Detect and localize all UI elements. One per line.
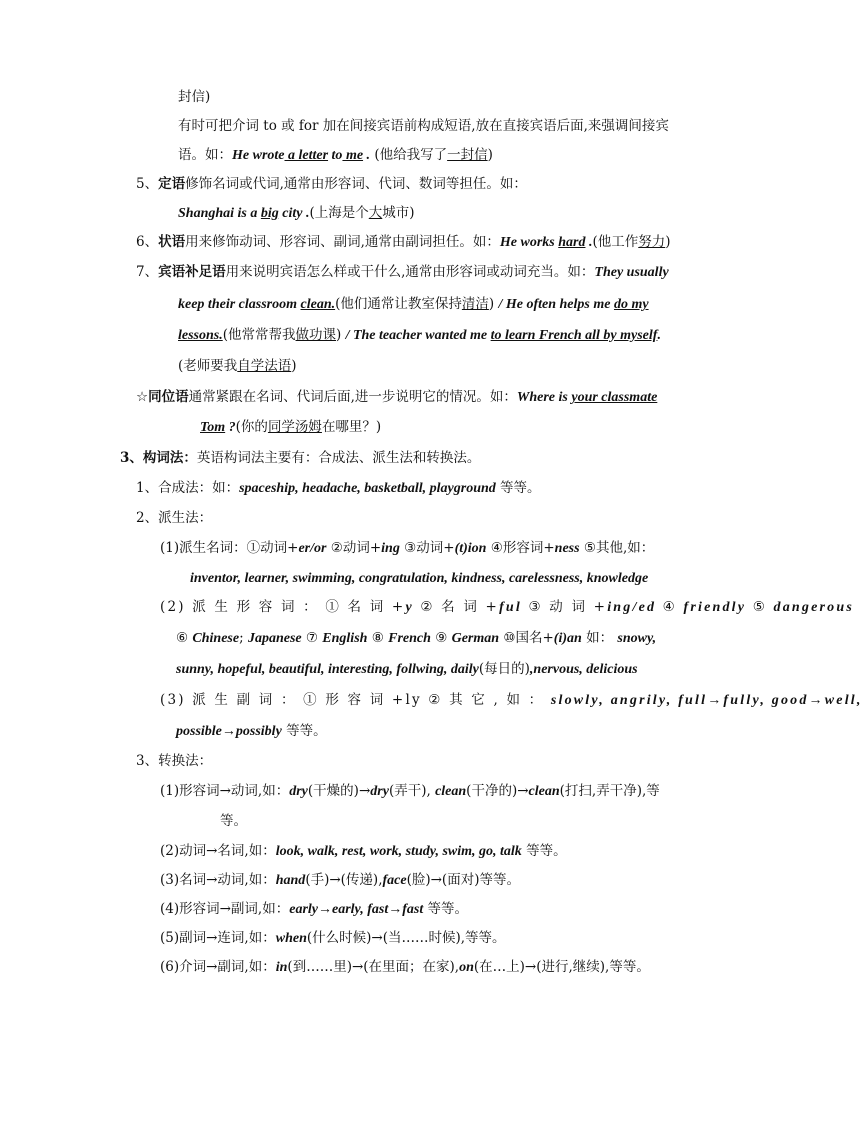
text-run: ④: [656, 599, 684, 615]
text-run: to learn French all by myself: [490, 328, 658, 343]
text-run: Where is: [516, 390, 572, 405]
text-line: [160, 957, 650, 978]
text-run: ④形容词+: [486, 540, 555, 556]
text-run: .: [657, 328, 661, 343]
text-line: [178, 203, 415, 224]
text-line: [220, 811, 247, 831]
text-run: early→early, fast→fast: [289, 902, 424, 917]
text-run: / The teacher wanted me: [345, 328, 491, 343]
text-run: 3、转换法：: [136, 753, 213, 769]
text-run: (手)→(传递),: [305, 872, 383, 888]
text-line: [160, 841, 567, 862]
text-run: (在…上)→(进行,继续),等等。: [473, 959, 650, 975]
text-run: 大: [368, 205, 383, 221]
text-run: 做功课: [295, 327, 337, 343]
text-run: me: [342, 148, 364, 163]
text-line: [160, 538, 654, 559]
text-run: (t)ion: [454, 541, 487, 556]
text-run: ⑦: [301, 630, 323, 646]
text-line: [190, 568, 648, 589]
text-run: French: [388, 631, 431, 646]
text-run: 用来说明宾语怎么样或干什么,通常由形容词或动词充当。如：: [225, 264, 595, 280]
text-line: [176, 721, 327, 742]
text-run: 英语构词法主要有：合成法、派生法和转换法。: [196, 450, 481, 466]
text-run: big: [260, 206, 279, 221]
text-run: keep their classroom: [178, 297, 301, 312]
text-line: [136, 387, 657, 408]
text-run: German: [451, 631, 500, 646]
text-run: 等。: [220, 813, 247, 829]
text-run: y: [405, 600, 414, 615]
text-run: (干燥的)→: [307, 783, 371, 799]
text-run: (干净的)→: [466, 783, 529, 799]
text-line: [160, 899, 468, 920]
text-run: look, walk, rest, work, study, swim, go, talk: [275, 844, 522, 859]
text-run: ②动词+: [326, 540, 382, 556]
text-run: (3)名词→动词,如：: [160, 872, 276, 888]
text-run: ): [488, 296, 499, 312]
text-line: [160, 928, 506, 949]
text-run: (3) 派 生 副 词 ： ① 形 容 词 +ly ② 其 它 , 如 ：: [160, 692, 551, 708]
text-run: dangerous: [773, 600, 854, 615]
text-run: He wrote: [232, 148, 285, 163]
text-run: 有时可把介词 to 或 for 加在间接宾语前构成短语,放在直接宾语后面,来强调间接宾: [178, 118, 669, 134]
text-line: [160, 870, 520, 891]
text-line: [136, 478, 541, 499]
text-run: 等等。: [495, 480, 541, 496]
text-run: ?: [225, 420, 236, 435]
text-run: ⑤: [746, 599, 774, 615]
text-run: 状语: [158, 234, 186, 250]
text-run: possible→possibly: [176, 724, 282, 739]
text-run: ): [665, 234, 671, 250]
text-run: .: [585, 235, 593, 250]
text-run: 清洁: [461, 296, 489, 312]
text-run: 6、: [136, 234, 159, 250]
text-run: friendly: [683, 600, 747, 615]
text-run: (他常常帮我: [222, 327, 296, 343]
text-run: hard: [558, 235, 586, 250]
text-run: dry: [370, 784, 389, 799]
text-run: (i)an: [553, 631, 582, 646]
text-run: (你的: [235, 419, 268, 435]
text-run: (每日的): [478, 661, 530, 677]
text-line: [160, 597, 854, 618]
text-run: (老师要我: [178, 358, 238, 374]
text-run: lessons.: [178, 328, 223, 343]
text-run: ness: [554, 541, 580, 556]
text-line: [178, 294, 649, 315]
text-run: ing/ed: [607, 600, 657, 615]
text-run: 5、: [136, 176, 159, 192]
text-run: (到……里)→(在里面；在家),: [287, 959, 460, 975]
text-line: [136, 751, 212, 771]
text-run: ): [291, 358, 297, 374]
text-run: 自学法语: [237, 358, 292, 374]
text-run: hand: [275, 873, 306, 888]
text-run: 3、构词法：: [120, 450, 197, 466]
text-run: spaceship, headache, basketball, playground: [239, 481, 496, 496]
text-run: (脸)→(面对)等等。: [406, 872, 520, 888]
text-run: a letter: [284, 148, 329, 163]
text-run: He works: [499, 235, 559, 250]
text-run: 7、: [136, 264, 159, 280]
text-run: Tom: [200, 420, 226, 435]
text-run: ☆: [136, 389, 149, 405]
text-run: 用来修饰动词、形容词、副词,通常由副词担任。如：: [185, 234, 500, 250]
text-run: 城市): [382, 205, 415, 221]
text-run: 在哪里？): [321, 419, 382, 435]
text-line: [178, 325, 661, 346]
text-line: [176, 628, 656, 649]
text-run: (4)形容词→副词,如：: [160, 901, 290, 917]
text-run: (1)派生名词：①动词+: [160, 540, 299, 556]
text-line: [178, 116, 669, 136]
text-run: 通常紧跟在名词、代词后面,进一步说明它的情况。如：: [188, 389, 517, 405]
text-line: [120, 448, 480, 468]
text-run: on: [459, 960, 474, 975]
text-run: ful: [499, 600, 523, 615]
text-run: (他们通常让教室保持: [335, 296, 462, 312]
text-run: They usually: [594, 265, 669, 280]
text-run: ② 名 词 +: [413, 599, 500, 615]
text-run: (他给我写了: [370, 147, 448, 163]
text-run: (弄干),: [388, 783, 436, 799]
text-run: ing: [381, 541, 400, 556]
text-run: 等等。: [423, 901, 469, 917]
text-run: 等等。: [521, 843, 567, 859]
text-run: .: [302, 206, 310, 221]
text-run: ): [487, 147, 493, 163]
text-run: slowly, angrily, full→fully, good→well,: [550, 693, 863, 708]
text-run: 同位语: [148, 389, 189, 405]
text-run: sunny, hopeful, beautiful, interesting, follwing, daily: [176, 662, 479, 677]
text-run: (什么时候)→(当……时候),等等。: [306, 930, 506, 946]
text-run: ⑥: [176, 630, 193, 646]
text-run: clean.: [300, 297, 336, 312]
text-run: 宾语补足语: [158, 264, 226, 280]
text-run: 2、派生法：: [136, 510, 213, 526]
text-run: Shanghai is a: [178, 206, 261, 221]
text-run: face: [382, 873, 407, 888]
text-run: Japanese: [247, 631, 302, 646]
text-run: to: [328, 148, 343, 163]
text-run: dry: [289, 784, 308, 799]
text-run: clean: [528, 784, 560, 799]
text-line: [178, 356, 297, 376]
text-line: [160, 690, 863, 711]
text-run: (2) 派 生 形 容 词 ： ① 名 词 +: [160, 599, 406, 615]
text-run: ,nervous, delicious: [529, 662, 638, 677]
text-run: ): [336, 327, 346, 343]
text-run: (1)形容词→动词,如：: [160, 783, 290, 799]
text-line: [136, 174, 527, 194]
text-run: ⑩国名+: [499, 630, 554, 646]
text-run: when: [275, 931, 307, 946]
text-run: English: [322, 631, 368, 646]
text-run: 封信): [178, 89, 211, 105]
text-run: your classmate: [571, 390, 658, 405]
text-run: (他工作: [592, 234, 639, 250]
text-run: 一封信: [447, 147, 488, 163]
text-run: 修饰名词或代词,通常由形容词、代词、数词等担任。如：: [185, 176, 527, 192]
text-run: city: [278, 206, 303, 221]
text-run: .: [363, 148, 371, 163]
text-run: ⑤其他,如：: [579, 540, 655, 556]
text-line: [160, 781, 660, 802]
text-run: er/or: [298, 541, 327, 556]
text-run: (6)介词→副词,如：: [160, 959, 276, 975]
text-run: 等等。: [281, 723, 327, 739]
text-run: do my: [613, 297, 649, 312]
text-run: snowy,: [617, 631, 657, 646]
text-run: 1、合成法：如：: [136, 480, 240, 496]
text-run: ③动词+: [399, 540, 455, 556]
text-run: (2)动词→名词,如：: [160, 843, 276, 859]
text-line: [178, 87, 210, 107]
text-run: / He often helps me: [498, 297, 614, 312]
text-run: ⑧: [367, 630, 389, 646]
text-run: ③ 动 词 +: [522, 599, 608, 615]
text-run: ⑨: [430, 630, 452, 646]
text-line: [136, 508, 212, 528]
text-line: [200, 417, 381, 438]
text-run: clean: [435, 784, 467, 799]
text-line: [136, 232, 671, 253]
text-run: 定语: [158, 176, 186, 192]
text-run: (打扫,弄干净),等: [559, 783, 660, 799]
text-run: (5)副词→连词,如：: [160, 930, 276, 946]
text-run: 努力: [638, 234, 666, 250]
text-run: Chinese: [192, 631, 240, 646]
text-run: (上海是个: [309, 205, 369, 221]
text-run: inventor, learner, swimming, congratulation, kindness, carelessness, knowledge: [190, 571, 649, 586]
text-run: 如：: [581, 630, 618, 646]
text-run: 语。如：: [178, 147, 232, 163]
text-line: [176, 659, 638, 680]
text-run: in: [275, 960, 288, 975]
text-run: 同学汤姆: [267, 419, 322, 435]
text-run: ;: [239, 630, 248, 646]
text-line: [136, 262, 669, 283]
text-line: [178, 145, 493, 166]
